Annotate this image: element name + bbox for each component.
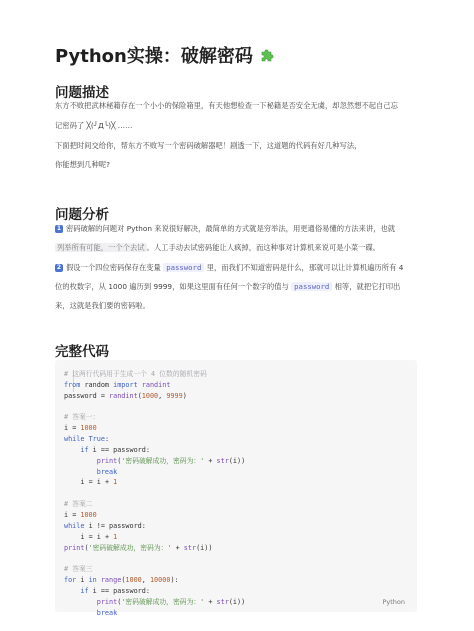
code-line: while True: <box>64 435 110 444</box>
problem-line: 东方不败把武林秘籍存在一个小小的保险箱里，有天他想检查一下秘籍是否安全无虞，却忽然想不起自己忘 <box>55 101 398 110</box>
puzzle-icon <box>259 47 275 63</box>
analysis-text: 相等，就把它打印出 <box>334 282 401 291</box>
code-line: from random import randint <box>64 380 171 389</box>
code-line: i = i + 1 <box>80 532 118 541</box>
code-line: break <box>96 467 118 476</box>
code-line: while i != password: <box>64 521 146 530</box>
code-line: i = i + 1 <box>80 478 118 487</box>
problem-line: 记密码了 ╳(╯Д╰)╳ …… <box>55 121 133 130</box>
problem-line: 下面把时间交给你，帮东方不败写一个密码破解器吧！剧透一下，这道题的代码有好几种写法， <box>55 141 362 150</box>
code-line: print('密码破解成功，密码为：' + str(i)) <box>96 456 246 465</box>
page-title-text: Python实操：破解密码 <box>55 46 253 67</box>
code-block[interactable] <box>55 360 417 617</box>
code-line: print('密码破解成功，密码为：' + str(i)) <box>96 597 246 606</box>
highlight-tag: 列举所有可能，一个个去试 <box>57 243 145 252</box>
code-line <box>64 402 245 413</box>
analysis-text: 位的枚数字，从 1000 遍历到 9999，如果这里面有任何一个数字的值与 <box>55 282 289 291</box>
code-line: i = 1000 <box>64 510 97 519</box>
code-line: for i in range(1000, 10000): <box>64 576 179 585</box>
code-line <box>64 488 245 499</box>
code-line: print('密码破解成功，密码为：' + str(i)) <box>64 543 213 552</box>
code-line: if i == password: <box>80 586 150 595</box>
analysis-item-2-cont <box>55 280 430 293</box>
number-one-icon: 1 <box>56 225 62 232</box>
code-heading: 完整代码 <box>55 344 109 360</box>
analysis-heading: 问题分析 <box>55 207 109 223</box>
problem-heading: 问题描述 <box>55 85 109 101</box>
analysis-item-2 <box>55 261 430 274</box>
code-content <box>64 369 245 618</box>
analysis-item-2-cont: 来，这就是我们要的密码啦。 <box>55 301 150 310</box>
inline-code: password <box>163 263 204 272</box>
problem-line: 你能想到几种呢? <box>55 160 110 169</box>
code-line <box>64 553 245 564</box>
code-line: if i == password: <box>80 445 150 454</box>
code-language-label: Python <box>382 598 405 606</box>
code-line: i = 1000 <box>64 424 97 433</box>
number-two-icon: 2 <box>56 264 62 271</box>
code-line: break <box>96 608 118 617</box>
code-line: # 答案一： <box>64 413 100 422</box>
analysis-text: 里，而我们不知道密码是什么，那就可以让计算机遍历所有 4 <box>206 263 404 272</box>
inline-code: password <box>291 282 332 291</box>
analysis-text: 假设一个四位密码保存在变量 <box>66 263 161 272</box>
analysis-item-1 <box>55 222 430 235</box>
analysis-text: 。人工手动去试密码能让人疯掉，而这种事对计算机来说可是小菜一碟。 <box>146 243 381 252</box>
analysis-item-1-cont <box>55 241 430 254</box>
code-line: # 答案三 <box>64 565 93 574</box>
page-title <box>55 42 275 68</box>
code-line: # 答案二 <box>64 500 93 509</box>
code-line: # 这两行代码用于生成一个 4 位数的随机密码 <box>64 370 207 378</box>
analysis-text: 密码破解的问题对 Python 来说很好解决，最简单的方式就是穷举法，用更通俗易懂的方法来讲，也就 <box>66 224 396 233</box>
code-line: password = randint(1000, 9999) <box>64 391 187 400</box>
